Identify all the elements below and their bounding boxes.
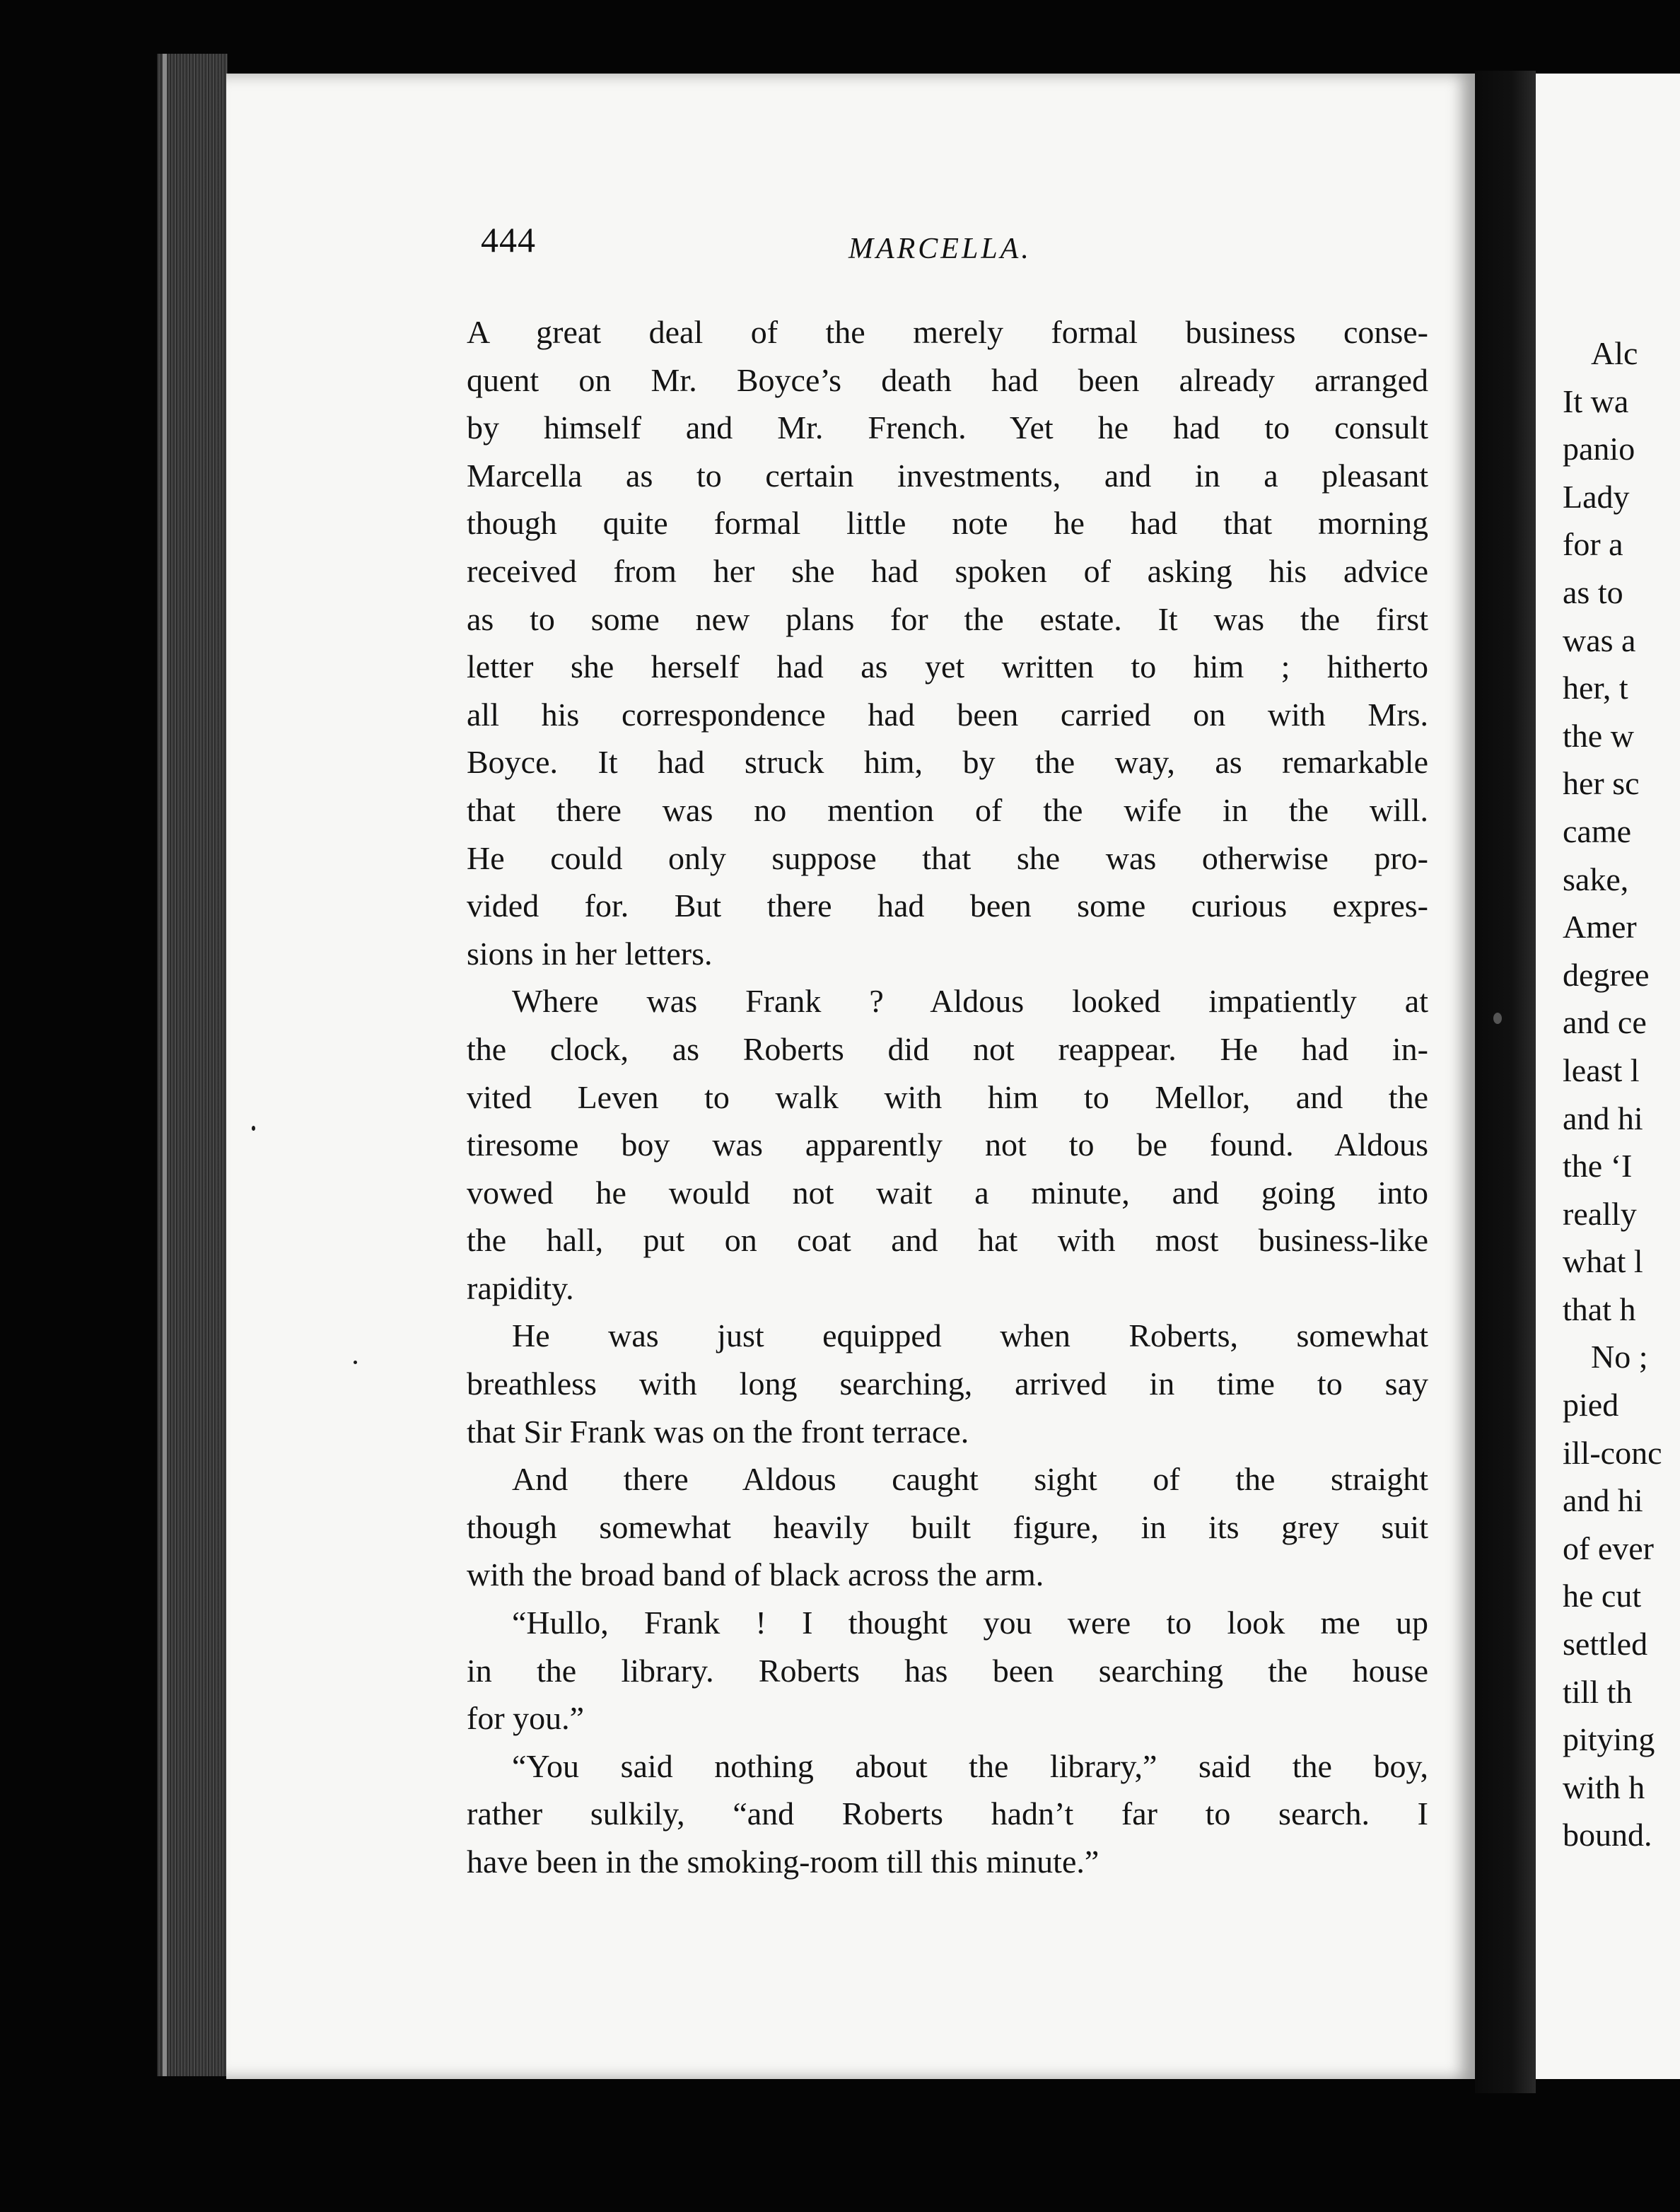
text-line: letter she herself had as yet written to him ; hitherto: [467, 648, 1428, 685]
text-line-fragment: came: [1563, 813, 1632, 849]
text-line-fragment: her, t: [1563, 670, 1628, 706]
text-line-fragment: pitying: [1563, 1721, 1655, 1758]
text-line: “Hullo, Frank ! I thought you were to look me up: [512, 1605, 1428, 1641]
text-line: breathless with long searching, arrived in time to say: [467, 1366, 1428, 1402]
text-line: though somewhat heavily built figure, in its grey suit: [467, 1508, 1428, 1545]
text-line-fragment: really: [1563, 1195, 1637, 1232]
text-line: for you.”: [467, 1700, 585, 1737]
book-page-edges: [157, 54, 228, 2076]
text-line: Where was Frank ? Aldous looked impatiently at: [512, 983, 1428, 1020]
text-line-fragment: pied: [1563, 1387, 1619, 1424]
paper-speck: [354, 1361, 357, 1364]
text-line: in the library. Roberts has been searching the house: [467, 1652, 1428, 1689]
text-line: all his correspondence had been carried on with Mrs.: [467, 696, 1428, 733]
page-title: MARCELLA.: [848, 233, 1032, 265]
text-line: Marcella as to certain investments, and in a pleasant: [467, 457, 1428, 494]
text-line-fragment: Amer: [1563, 909, 1637, 945]
text-line-fragment: the w: [1563, 717, 1634, 754]
text-line: A great deal of the merely formal business conse-: [467, 314, 1428, 350]
text-line-fragment: what l: [1563, 1243, 1643, 1280]
text-line-fragment: panio: [1563, 431, 1635, 467]
text-line-fragment: No ;: [1591, 1339, 1648, 1375]
text-line: the hall, put on coat and hat with most business-like: [467, 1222, 1428, 1259]
text-line-fragment: Alc: [1591, 335, 1638, 371]
text-line: He was just equipped when Roberts, somewhat: [512, 1317, 1428, 1354]
right-page-text: [1563, 330, 1680, 1859]
book-gutter: [1475, 71, 1536, 2093]
text-line: rapidity.: [467, 1269, 574, 1306]
text-line-fragment: least l: [1563, 1052, 1640, 1088]
text-line: “You said nothing about the library,” said the boy,: [512, 1747, 1428, 1784]
text-line-fragment: and ce: [1563, 1004, 1647, 1041]
text-line: And there Aldous caught sight of the straight: [512, 1461, 1428, 1498]
text-line: Boyce. It had struck him, by the way, as remarkable: [467, 744, 1428, 781]
text-line-fragment: and hi: [1563, 1100, 1643, 1136]
text-line: with the broad band of black across the arm.: [467, 1556, 1044, 1593]
text-line-fragment: with h: [1563, 1769, 1645, 1805]
text-line: that there was no mention of the wife in the will.: [467, 791, 1428, 828]
text-line: vided for. But there had been some curious expres-: [467, 887, 1428, 924]
left-page-text: [467, 308, 1428, 1886]
text-line: rather sulkily, “and Roberts hadn’t far to search. I: [467, 1795, 1428, 1832]
text-line-fragment: sake,: [1563, 861, 1629, 897]
text-line-fragment: settled: [1563, 1626, 1648, 1663]
text-line: He could only suppose that she was otherwise pro-: [467, 839, 1428, 876]
running-head: [481, 219, 1414, 269]
text-line: received from her she had spoken of asking his advice: [467, 552, 1428, 589]
text-line-fragment: degree: [1563, 956, 1650, 993]
text-line: tiresome boy was apparently not to be found. Aldous: [467, 1127, 1428, 1163]
text-line-fragment: that h: [1563, 1291, 1636, 1327]
text-line-fragment: the ‘I: [1563, 1148, 1633, 1184]
text-line-fragment: It wa: [1563, 383, 1629, 419]
text-line: that Sir Frank was on the front terrace.: [467, 1413, 969, 1450]
text-line-fragment: he cut: [1563, 1578, 1642, 1614]
text-line-fragment: her sc: [1563, 765, 1640, 802]
text-line-fragment: till th: [1563, 1673, 1633, 1710]
text-line: by himself and Mr. French. Yet he had to consult: [467, 409, 1428, 446]
paper-speck: [252, 1126, 255, 1131]
text-line: as to some new plans for the estate. It was the first: [467, 600, 1428, 637]
page-number: 444: [481, 220, 536, 260]
text-line: though quite formal little note he had that morning: [467, 505, 1428, 542]
text-line-fragment: ill-conc: [1563, 1434, 1662, 1471]
text-line-fragment: of ever: [1563, 1530, 1654, 1566]
text-line: sions in her letters.: [467, 935, 713, 972]
text-line-fragment: was a: [1563, 622, 1636, 658]
text-line: quent on Mr. Boyce’s death had been already arranged: [467, 361, 1428, 398]
text-line: the clock, as Roberts did not reappear. He had in-: [467, 1030, 1428, 1067]
text-line-fragment: bound.: [1563, 1817, 1652, 1853]
text-line-fragment: for a: [1563, 526, 1623, 563]
text-line: have been in the smoking-room till this minute.”: [467, 1844, 1099, 1880]
text-line-fragment: Lady: [1563, 478, 1630, 515]
text-line-fragment: and hi: [1563, 1482, 1643, 1519]
text-line: vited Leven to walk with him to Mellor, and the: [467, 1078, 1428, 1115]
text-line-fragment: as to: [1563, 574, 1623, 610]
paper-speck: [1493, 1013, 1502, 1024]
text-line: vowed he would not wait a minute, and going into: [467, 1174, 1428, 1211]
